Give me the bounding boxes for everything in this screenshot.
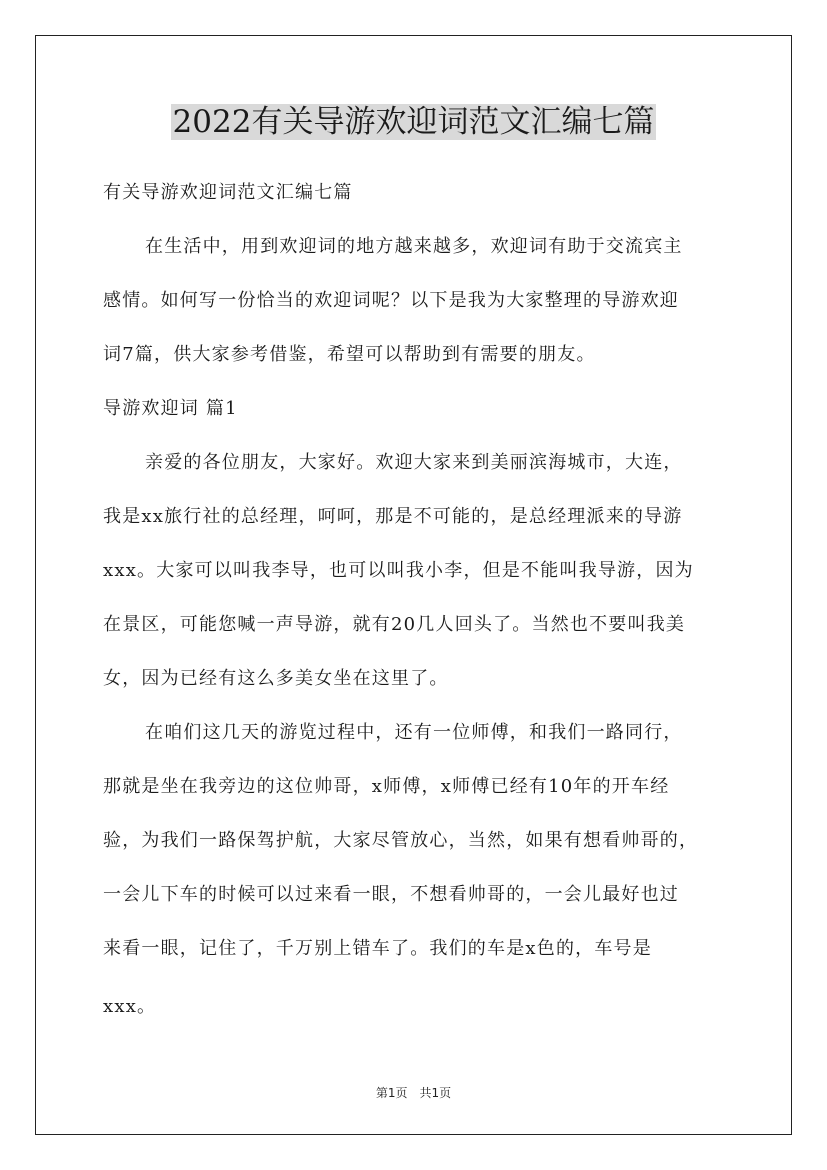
paragraph-line: 词7篇，供大家参考借鉴，希望可以帮助到有需要的朋友。: [103, 344, 596, 365]
section-heading: 导游欢迎词 篇1: [103, 398, 238, 419]
paragraph-line: 在咱们这几天的游览过程中，还有一位师傅，和我们一路同行，: [145, 722, 683, 743]
paragraph-line: 验，为我们一路保驾护航，大家尽管放心，当然，如果有想看帅哥的，: [103, 830, 699, 851]
paragraph-line: 女，因为已经有这么多美女坐在这里了。: [103, 668, 449, 689]
paragraph-line: 来看一眼，记住了，千万别上错车了。我们的车是x色的，车号是: [103, 938, 652, 959]
document-title-text: 2022有关导游欢迎词范文汇编七篇: [172, 104, 655, 140]
paragraph-line: xxx。: [103, 996, 157, 1017]
paragraph-line: 在景区，可能您喊一声导游，就有20几人回头了。当然也不要叫我美: [103, 614, 686, 635]
page-footer: 第1页 共1页: [375, 1086, 452, 1100]
paragraph-line: 亲爱的各位朋友，大家好。欢迎大家来到美丽滨海城市，大连，: [145, 452, 683, 473]
paragraph-line: xxx。大家可以叫我李导，也可以叫我小李，但是不能叫我导游，因为: [103, 560, 694, 581]
paragraph-line: 那就是坐在我旁边的这位帅哥，x师傅，x师傅已经有10年的开车经: [103, 776, 670, 797]
paragraph-line: 感情。如何写一份恰当的欢迎词呢？以下是我为大家整理的导游欢迎: [103, 290, 679, 311]
document-title: [0, 100, 827, 144]
paragraph-line: 我是xx旅行社的总经理，呵呵，那是不可能的，是总经理派来的导游: [103, 506, 683, 527]
paragraph-line: 一会儿下车的时候可以过来看一眼，不想看帅哥的，一会儿最好也过: [103, 884, 679, 905]
paragraph-line: 在生活中，用到欢迎词的地方越来越多，欢迎词有助于交流宾主: [145, 236, 683, 257]
subtitle-line: 有关导游欢迎词范文汇编七篇: [103, 182, 353, 203]
